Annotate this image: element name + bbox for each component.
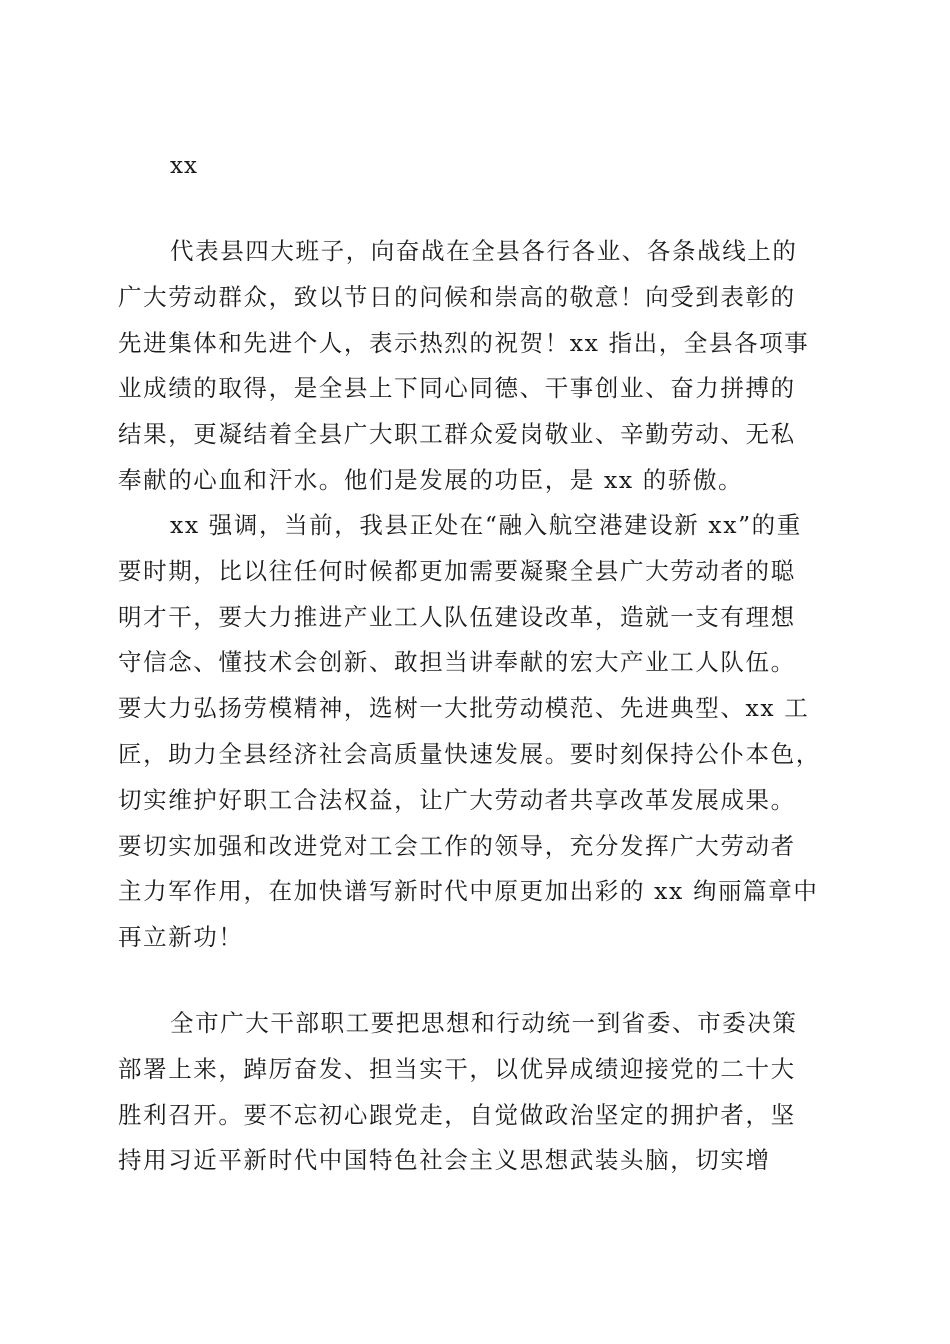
paragraph-line: 守信念、懂技术会创新、敢担当讲奉献的宏大产业工人队伍。 [118,648,796,677]
paragraph-line: 先进集体和先进个人，表示热烈的祝贺！xx 指出，全县各项事 [118,328,810,357]
paragraph-line: 持用习近平新时代中国特色社会主义思想武装头脑，切实增 [118,1146,771,1175]
paragraph-line: 广大劳动群众，致以节日的问候和崇高的敬意！向受到表彰的 [118,282,796,311]
paragraph-line: 要大力弘扬劳模精神，选树一大批劳动模范、先进典型、xx 工 [118,694,810,723]
paragraph-line: 奉献的心血和汗水。他们是发展的功臣，是 xx 的骄傲。 [118,465,744,494]
paragraph-line: 部署上来，踔厉奋发、担当实干，以优异成绩迎接党的二十大 [118,1054,796,1083]
paragraph-line: 匠，助力全县经济社会高质量快速发展。要时刻保持公仆本色， [118,739,821,768]
paragraph-line: 再立新功！ [118,923,244,952]
paragraph-line: 胜利召开。要不忘初心跟党走，自觉做政治坚定的拥护者，坚 [118,1100,796,1129]
paragraph-line: 切实维护好职工合法权益，让广大劳动者共享改革发展成果。 [118,785,796,814]
paragraph-line: 结果，更凝结着全县广大职工群众爱岗敬业、辛勤劳动、无私 [118,420,796,449]
document-heading: xx [170,153,198,179]
paragraph-line: 主力军作用，在加快谱写新时代中原更加出彩的 xx 绚丽篇章中 [118,877,819,906]
paragraph-1 [118,229,840,504]
paragraph-line: xx 强调，当前，我县正处在“融入航空港建设新 xx”的重 [170,511,802,539]
paragraph-line: 要时期，比以往任何时候都更加需要凝聚全县广大劳动者的聪 [118,556,796,585]
paragraph-3 [118,1001,840,1184]
paragraph-line: 明才干，要大力推进产业工人队伍建设改革，造就一支有理想 [118,602,796,631]
paragraph-line: 代表县四大班子，向奋战在全县各行各业、各条战线上的 [170,237,798,265]
paragraph-line: 要切实加强和改进党对工会工作的领导，充分发挥广大劳动者 [118,831,796,860]
paragraph-2 [118,503,840,961]
paragraph-line: 全市广大干部职工要把思想和行动统一到省委、市委决策 [170,1009,798,1037]
paragraph-line: 业成绩的取得，是全县上下同心同德、干事创业、奋力拼搏的 [118,374,796,403]
